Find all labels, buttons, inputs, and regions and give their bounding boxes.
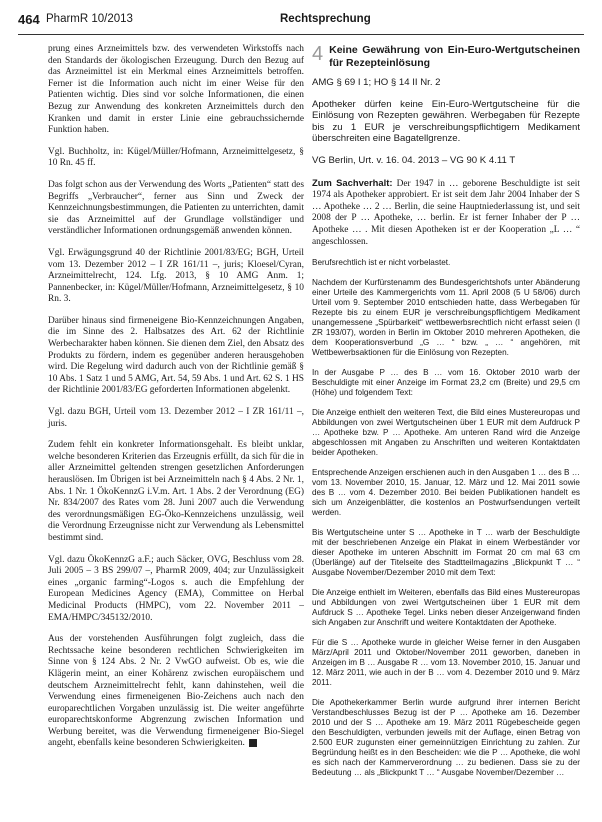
paragraph: Nachdem der Kurfürstenamm des Bundesgerichtshofs unter Abänderung einer Urteile des Kammergerichts vom 11. April 2008 (5 U 58/06) durch Urteil vom 9. September 2010 entschieden hatte, dass Werbegaben für Rezepte bis zu einem EUR je verschreibungspflichtigem Medikament unangemessene „Spürbarkeit“ wettbewerbsrechtlich nicht erfasst seien (I ZR 193/07), worden in Berlin im Oktober 2010 mehreren Apotheken, die dem Kooperationsverbund „G … “ bzw. „ … “ angehören, mit Wettbewerbsaktionen für die Einlösung von Rezepten.	[312, 278, 580, 358]
page-number: 464	[18, 12, 40, 27]
page-header	[18, 12, 584, 32]
paragraph: Bis Wertgutscheine unter S … Apotheke in T … warb der Beschuldigte mit der beschriebenen Anzeige ein Plakat in einem Werbeständer vor dieser Apotheke im unteren Abschnitt im Format 20 cm mal 63 cm (Überlänge) auf der Titelseite des Stadtteilmagazins „Blickpunkt T … “ Ausgabe November/Dezember 2010 mit dem Text:	[312, 528, 580, 578]
paragraph-text: Der 1947 in … geborene Beschuldigte ist seit 1974 als Apotheker approbiert. Er ist seit dem Jahr 2004 Inhaber der S … Apotheke … 2 … Berlin, die seine Hauptniederlassung ist, und seit 2008 der P … Apotheke, … berlin. Er ist ferner Inhaber der P … Apotheke … . Mit diesen Apotheken ist er der Kooperation „L … “ angeschlossen.	[312, 178, 581, 247]
headnote: Apotheker dürfen keine Ein-Euro-Wertgutscheine für die Einlösung von Rezepten gewähren. Werbegaben für Rezepte bis zu 1 EUR je verschreibungspflichtigem Medikament überschreiten eine Bagatellgrenze.	[312, 98, 580, 145]
citation: Vgl. dazu BGH, Urteil vom 13. Dezember 2012 – I ZR 161/11 –, juris.	[48, 407, 304, 429]
court-citation: VG Berlin, Urt. v. 16. 04. 2013 – VG 90 K 4.11 T	[312, 154, 516, 166]
right-column	[312, 44, 580, 788]
paragraph: Das folgt schon aus der Verwendung des Worts „Patienten“ statt des Begriffs „Verbraucher“, ferner aus Sinn und Zweck der Kennzeichnungsbestimmungen, die Patienten zu unterrichten, damit sie das Arzneimittel auf der Grundlage vollständiger und verständlicher Informationen ordnungsgemäß anwenden können.	[48, 179, 304, 237]
paragraph-text: Aus der vorstehenden Ausführungen folgt zugleich, dass die Rechtssache keine besonderen rechtlichen Schwierigkeiten im Sinne von § 124 Abs. 2 Nr. 2 VwGO aufweist. Ob es, wie die Klägerin meint, an einer Kohärenz zwischen europäischem und deutschem Arzneimittelrecht fehlt, kann dahinstehen, weil die Verwendung eines firmeneigenen Bio-Zeichens auch nach den europarechtlichen Vorgaben unzulässig ist. Die weiter angeführte europarechtskonforme Abgrenzung zwischen Information und Werbung bereitet, was die Verwendung firmeneigener Bio-Siegel angeht, ebenfalls keine besonderen Schwierigkeiten.	[48, 634, 304, 749]
paragraph: Die Anzeige enthielt den weiteren Text, die Bild eines Mustereuropas und Abbildungen von zwei Wertgutscheinen über 1 EUR mit dem Aufdruck P … Apotheke bzw. P … Apotheke. Am unteren Rand wird die Anzeige abgeschlossen mit Angaben zu Anschriften und weiteren Kontaktdaten beider Apotheken.	[312, 408, 580, 458]
left-column	[48, 44, 304, 760]
citation: Vgl. Erwägungsgrund 40 der Richtlinie 2001/83/EG; BGH, Urteil vom 13. Dezember 2012 – I ZR 161/11 –, juris; Kloesel/Cyran, Arzneimittelrecht, 124. Lfg. 2013, § 10 AMG Anm. 1; Pannenbecker, in: Kügel/Müller/Hofmann, Arzneimittelgesetz, § 10 Rn. 3.	[48, 247, 304, 305]
paragraph	[48, 634, 304, 750]
paragraph: Darüber hinaus sind firmeneigene Bio-Kennzeichnungen Angaben, die im Sinne des 2. Halbsatzes des Art. 62 der Richtlinie Werbecharakter haben können. Sie dienen dem Ziel, den Absatz des Produkts zu fördern, indem es gegenüber anderen herausgehoben wird. Die Regelung wird dadurch auch von der Richtlinie gemäß § 10 Abs. 1 Satz 1 und 5 AMG, Art. 54, 59 Abs. 1 und Art. 62 S. 1 HS der Richtlinie 2001/83/EG geforderten Informationen abgelenkt.	[48, 315, 304, 396]
paragraph: Entsprechende Anzeigen erschienen auch in den Ausgaben 1 … des B … vom 13. November 2010, 15. Januar, 12. März und 12. Mai 2011 sowie des B … vom 4. Dezember 2010. Bei beiden Publikationen handelt es sich um Anzeigenblätter, die kostenlos an Postwurfsendungen verteilt werden.	[312, 468, 580, 518]
paragraph: Zudem fehlt ein konkreter Informationsgehalt. Es bleibt unklar, welche besonderen Kriterien das Erzeugnis erfüllt, da sich für die in aller Arzneimittel geltenden strengen gesetzlichen Anforderungen herauslösen. Im Übrigen ist bei Arzneimitteln nach § 4 Abs. 2 Nr. 1, Abs. 1 Nr. 1 ÖkoKennzG i.V.m. Art. 1 Abs. 2 der Verordnung (EG) Nr. 834/2007 des Rates vom 28. Juni 2007 auch die Verwendung des verordnungsmäßigen EG-Öko-Kennzeichens unzulässig, weil die Verordnung Erzeugnisse nicht zur Verwendung als Lebensmittel bestimmt sind.	[48, 440, 304, 543]
paragraph: Die Apothekerkammer Berlin wurde aufgrund ihrer internen Bericht Verstandbeschlusses Bezug ist der P … Apotheke am 16. Dezember 2010 und der S … Apotheke am 19. März 2011 Rügebescheide gegen den Beschuldigten, verbunden jeweils mit der Auflage, einen Betrag von 2.500 EUR zugunsten einer gemeinnützigen Einrichtung zu zahlen. Zur Begründung heißt es in den Bescheiden: wie die P … Apotheke, die wohl es sich nach der Kammerverordnung … zu bedienen. Dass sie zu der Bedeutung … als „Blickpunkt T … “ Ausgabe November/Dezember …	[312, 698, 580, 778]
paragraph: prung eines Arzneimittels bzw. des verwendeten Wirkstoffs nach den Standards der ökologischen Erzeugung. Durch den Bezug auf das Arzneimittel ist ein Merkmal eines Arzneimittels betroffen. Ferner ist die Information auch nicht im einer Weise für den Patienten wichtig. Dies sind vor solche Informationen, die einen Bezug zur Anwendung des konkreten Arzneimittels durch den Kranken und damit in erster Linie eine gebrauchssichernde Funktion haben.	[48, 44, 304, 136]
facts-paragraph	[312, 177, 580, 249]
paragraph: Berufsrechtlich ist er nicht vorbelastet.	[312, 258, 451, 268]
journal-name: PharmR 10/2013	[46, 13, 133, 25]
citation: Vgl. dazu ÖkoKennzG a.F.; auch Säcker, OVG, Beschluss vom 28. Juli 2005 – 3 BS 299/07 –, PharmR 2009, 404; zur Unzulässigkeit eines „organic farming“-Logos s. auch die Empfehlung der European Medicines Agency (EMA), Committee on Herbal Medicinal Products (HMPC), vom 22. November 2011 – EMA/HMPC/345132/2010.	[48, 554, 304, 623]
statute-references: AMG § 69 I 1; HO § 14 II Nr. 2	[312, 77, 441, 88]
facts-heading: Zum Sachverhalt:	[312, 176, 393, 188]
end-mark-icon	[249, 739, 257, 747]
paragraph: In der Ausgabe P … des B … vom 16. Oktober 2010 warb der Beschuldigte mit einer Anzeige im Format 23,2 cm (Breite) und 29,5 cm (Höhe) und folgendem Text:	[312, 368, 580, 398]
header-rule	[18, 34, 584, 35]
paragraph: Die Anzeige enthielt im Weiteren, ebenfalls das Bild eines Mustereuropas und Abbildungen von zwei Wertgutscheinen über 1 EUR mit dem Aufdruck S … Apotheke Tegel. Links neben dieser Anzeigenwand finden sich Angaben zur Anschrift und weitere Kontaktdaten der Apotheke.	[312, 588, 580, 628]
article-number: 4	[312, 43, 324, 65]
article-heading	[312, 44, 580, 69]
article-title: Keine Gewährung von Ein-Euro-Wertgutscheinen für Rezepteinlösung	[329, 44, 580, 69]
paragraph: Für die S … Apotheke wurde in gleicher Weise ferner in den Ausgaben März/April 2011 und Oktober/November 2011 geworben, daneben in Anzeigen im B … Ausgabe R … vom 13. November 2010, 15. Januar und 12. März 2011, wie auch in der B … vom 4. Dezember 2010 und 9. März 2011.	[312, 638, 580, 688]
citation: Vgl. Buchholtz, in: Kügel/Müller/Hofmann, Arzneimittelgesetz, § 10 Rn. 45 ff.	[48, 146, 304, 169]
section-title: Rechtsprechung	[280, 13, 371, 25]
